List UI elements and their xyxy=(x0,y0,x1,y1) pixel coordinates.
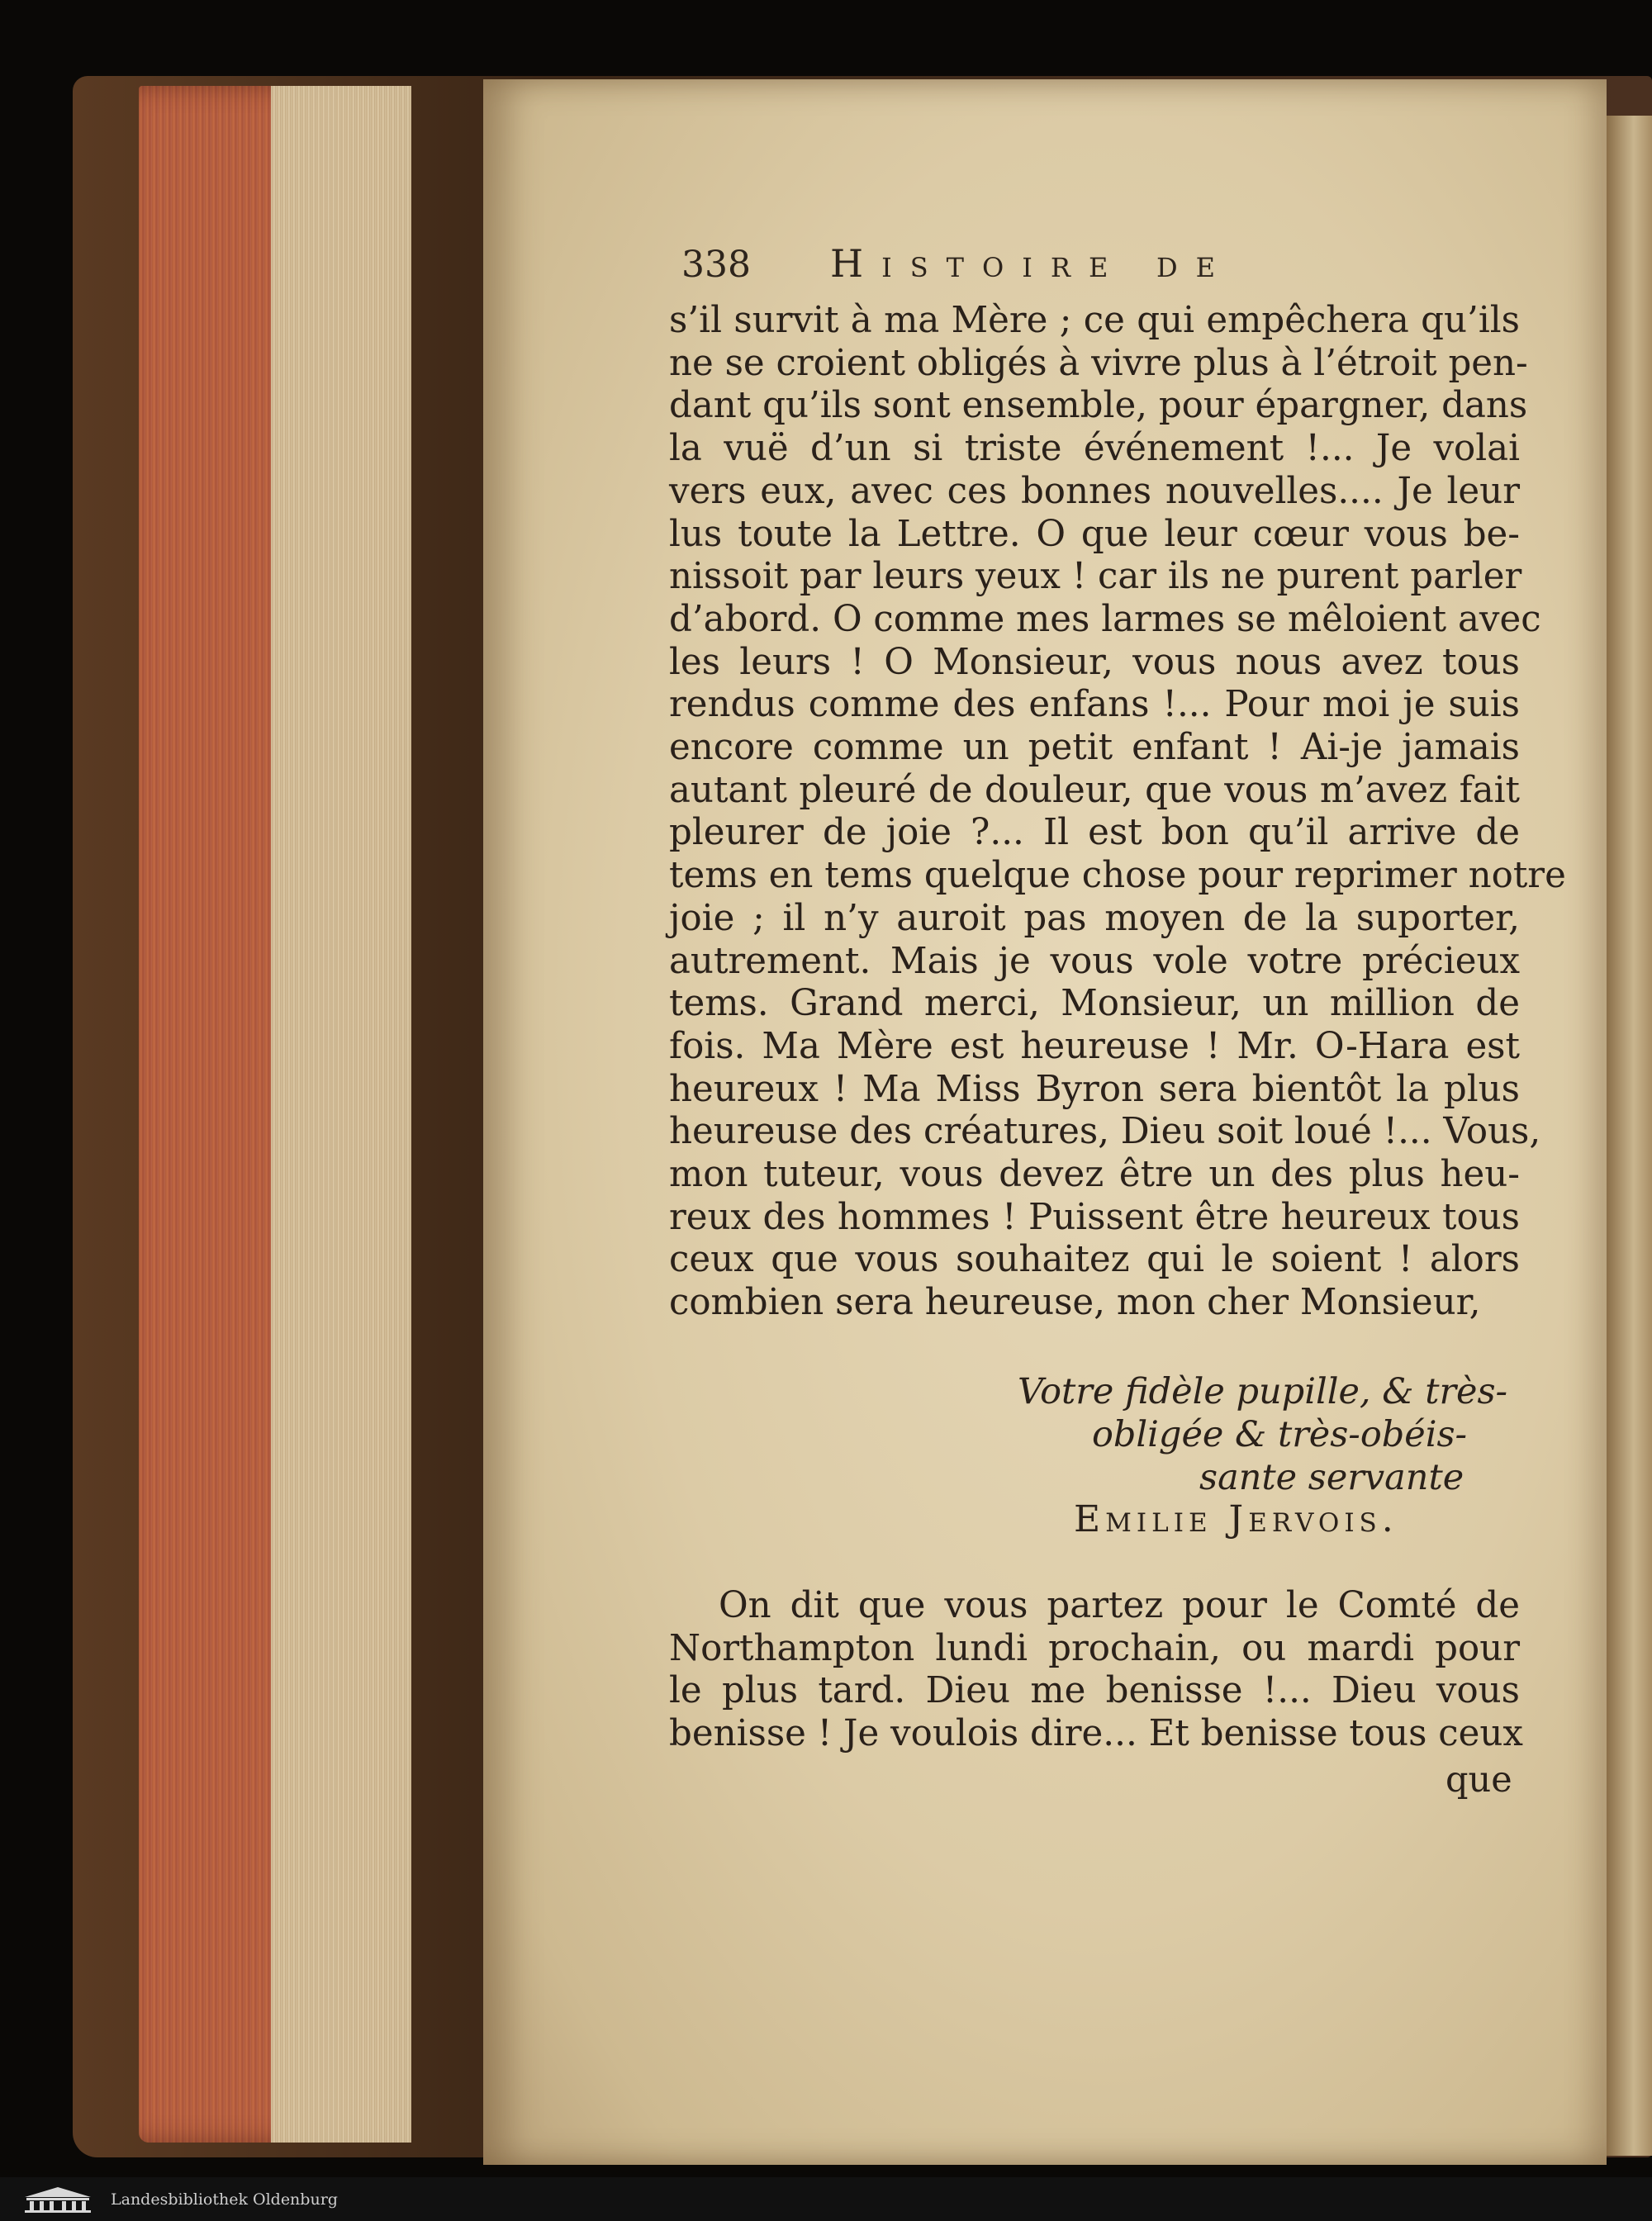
text-line: les leurs ! O Monsieur, vous nous avez tous xyxy=(669,641,1520,683)
footer-bar xyxy=(0,2177,1652,2221)
text-line: autrement. Mais je vous vole votre précieux xyxy=(669,940,1520,982)
text-line: mon tuteur, vous devez être un des plus heu- xyxy=(669,1154,1520,1195)
text-line: heureux ! Ma Miss Byron sera bientôt la plus xyxy=(669,1068,1520,1110)
text-line: joie ; il n’y auroit pas moyen de la suporter, xyxy=(669,897,1520,939)
text-line: tems en tems quelque chose pour reprimer notre xyxy=(669,855,1566,897)
text-line: nissoit par leurs yeux ! car ils ne purent parler xyxy=(669,556,1522,598)
postscript-line: On dit que vous partez pour le Comté de xyxy=(719,1585,1520,1626)
facing-page-edge xyxy=(1607,116,1652,2156)
text-line: ne se croient obligés à vivre plus à l’étroit pen- xyxy=(669,342,1528,384)
text-line: rendus comme des enfans !... Pour moi je suis xyxy=(669,684,1520,726)
footer-institution: Landesbibliothek Oldenburg xyxy=(111,2190,338,2209)
catchword: que xyxy=(1446,1759,1512,1801)
page-edges xyxy=(139,86,411,2143)
text-line: lus toute la Lettre. O que leur cœur vous be- xyxy=(669,513,1520,555)
text-line: pleurer de joie ?... Il est bon qu’il arrive de xyxy=(669,812,1520,854)
text-line: combien sera heureuse, mon cher Monsieur, xyxy=(669,1282,1481,1324)
library-building-icon xyxy=(17,2185,99,2214)
signature-name: Emilie Jervois. xyxy=(1074,1498,1398,1540)
text-line: heureuse des créatures, Dieu soit loué !... Vous, xyxy=(669,1111,1541,1153)
page-number: 338 xyxy=(681,244,751,286)
running-header xyxy=(681,241,1359,291)
running-title: Histoire de xyxy=(829,241,1233,286)
text-line: reux des hommes ! Puissent être heureux tous xyxy=(669,1196,1520,1238)
postscript-line: le plus tard. Dieu me benisse !... Dieu vous xyxy=(669,1670,1520,1712)
text-line: autant pleuré de douleur, que vous m’avez fait xyxy=(669,769,1520,811)
signature-line-2: obligée & très-obéis- xyxy=(1092,1414,1468,1455)
text-line: dant qu’ils sont ensemble, pour épargner, dans xyxy=(669,385,1528,427)
text-line: tems. Grand merci, Monsieur, un million de xyxy=(669,983,1520,1025)
text-line: ceux que vous souhaitez qui le soient ! alors xyxy=(669,1239,1520,1281)
postscript-line: benisse ! Je voulois dire... Et benisse tous ceux xyxy=(669,1713,1523,1755)
text-line: la vuë d’un si triste événement !... Je volai xyxy=(669,428,1520,470)
text-line: vers eux, avec ces bonnes nouvelles.... Je leur xyxy=(669,470,1520,512)
text-line: fois. Ma Mère est heureuse ! Mr. O-Hara est xyxy=(669,1025,1520,1067)
text-line: d’abord. O comme mes larmes se mêloient avec xyxy=(669,598,1541,640)
text-line: encore comme un petit enfant ! Ai-je jamais xyxy=(669,727,1520,768)
signature-line-1: Votre fidèle pupille, & très- xyxy=(1018,1371,1508,1412)
text-line: s’il survit à ma Mère ; ce qui empêchera qu’ils xyxy=(669,300,1520,341)
postscript-line: Northampton lundi prochain, ou mardi pour xyxy=(669,1627,1520,1669)
signature-line-3: sante servante xyxy=(1199,1457,1464,1498)
